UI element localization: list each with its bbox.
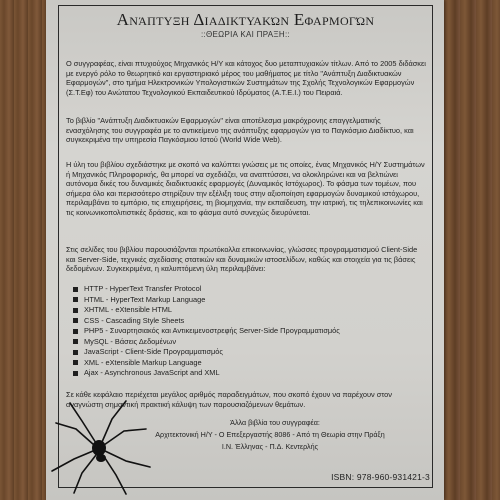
- list-item: Ajax - Asynchronous JavaScript and XML: [72, 368, 340, 379]
- list-item: CSS - Cascading Style Sheets: [72, 316, 340, 327]
- list-item: JavaScript - Client-Side Προγραμματισμός: [72, 347, 340, 358]
- isbn-label: ISBN: 978-960-931421-3: [331, 472, 430, 482]
- contents-paragraph: Στις σελίδες του βιβλίου παρουσιάζονται πρωτόκολλα επικοινωνίας, γλώσσες προγραμματισμού Client-Side και Server-Side, τεχνικές σχεδίασης στατικών και δυναμικών ιστοσελίδων, καθώς και στοιχεία για τις βάσεις δεδομένων. Συγκεκριμένα, η καλυπτόμενη ύλη περιλαμβάνει:: [66, 245, 418, 274]
- list-item: MySQL - Βάσεις Δεδομένων: [72, 337, 340, 348]
- book-title: Ανάπτυξη Διαδικτυακών Εφαρμογών: [116, 10, 375, 29]
- other-books-heading: Άλλα βιβλία του συγγραφέα:: [230, 418, 320, 427]
- list-item: HTTP - HyperText Transfer Protocol: [72, 284, 340, 295]
- other-book-title: Αρχιτεκτονική Η/Υ - Ο Επεξεργαστής 8086 - Από τη Θεωρία στην Πράξη: [155, 430, 385, 439]
- list-item: PHP5 - Συναρτησιακός και Αντικειμενοστρεφής Server-Side Προγραμματισμός: [72, 326, 340, 337]
- list-item: HTML - HyperText Markup Language: [72, 295, 340, 306]
- book-intro-paragraph: Το βιβλίο "Ανάπτυξη Διαδικτυακών Εφαρμογών" είναι αποτέλεσμα μακρόχρονης επαγγελματικής ενασχόλησης του συγγραφέα με το αντικείμενο της ανάπτυξης εφαρμογών για το Παγκόσμιο Διαδίκτυο, και συγκεκριμένα την υπηρεσία Παγκόσμιου Ιστού (World Wide Web).: [66, 116, 414, 145]
- examples-paragraph: Σε κάθε κεφάλαιο περιέχεται μεγάλος αριθμός παραδειγμάτων, που σκοπό έχουν να παρέχουν στον αναγνώστη σημαντική πρακτική κάλυψη των παρουσιαζόμενων θεμάτων.: [66, 390, 392, 409]
- topics-list: [72, 284, 340, 379]
- other-book-authors: Ι.Ν. Έλληνας - Π.Δ. Κεντερλής: [221, 442, 319, 451]
- wood-background-right: [444, 0, 500, 500]
- spider-icon: [46, 395, 156, 495]
- list-item: XML - eXtensible Markup Language: [72, 358, 340, 369]
- book-subtitle: ::ΘΕΩΡΙΑ ΚΑΙ ΠΡΑΞΗ::: [200, 30, 291, 39]
- author-paragraph: Ο συγγραφέας, είναι πτυχιούχος Μηχανικός Η/Υ και κάτοχος δυο μεταπτυχιακών τίτλων. Από το 2005 διδάσκει με ενεργό ρόλο το θεωρητικό και εργαστηριακό μέρος του μαθήματος με τίτλο "Ανάπτυξη Διαδικτυακών Εφαρμογών", στο τμήμα Ηλεκτρονικών Υπολογιστικών Συστημάτων της Σχολής Τεχνολογικών Εφαρμογών (Σ.Τ.Εφ) του Ανώτατου Τεχνολογικού Εκπαιδευτικού Ιδρύματος (Α.Τ.Ε.Ι.) του Πειραιά.: [66, 59, 426, 97]
- scope-paragraph: Η ύλη του βιβλίου σχεδιάστηκε με σκοπό να καλύπτει γνώσεις με τις οποίες, ένας Μηχανικός Η/Υ Συστημάτων ή Μηχανικός Πληροφορικής, θα μπορεί να σχεδιάζει, να αναπτύσσει, να ολοκληρώνει και να βελτιώνει αυτόνομα δικές του δυναμικές διαδικτυακές εφαρμογές (Δυναμικός Ιστόχωρος). Το φάσμα των τομέων, που σήμερα όλο και περισσότερο στηρίζουν την εξέλιξη τους στην αξιοποίηση εφαρμογών δυναμικού ιστόχωρου, περιλαμβάνει το εμπόριο, τις επιχειρήσεις, τη βιομηχανία, την εκπαίδευση, την ιατρική, τις τηλεπικοινωνίες και τις κοινωνικοπολιτιστικές δράσεις, και το φάσμα αυτό συνεχώς διευρύνεται.: [66, 160, 425, 217]
- wood-background-left: [0, 0, 46, 500]
- list-item: XHTML - eXtensible HTML: [72, 305, 340, 316]
